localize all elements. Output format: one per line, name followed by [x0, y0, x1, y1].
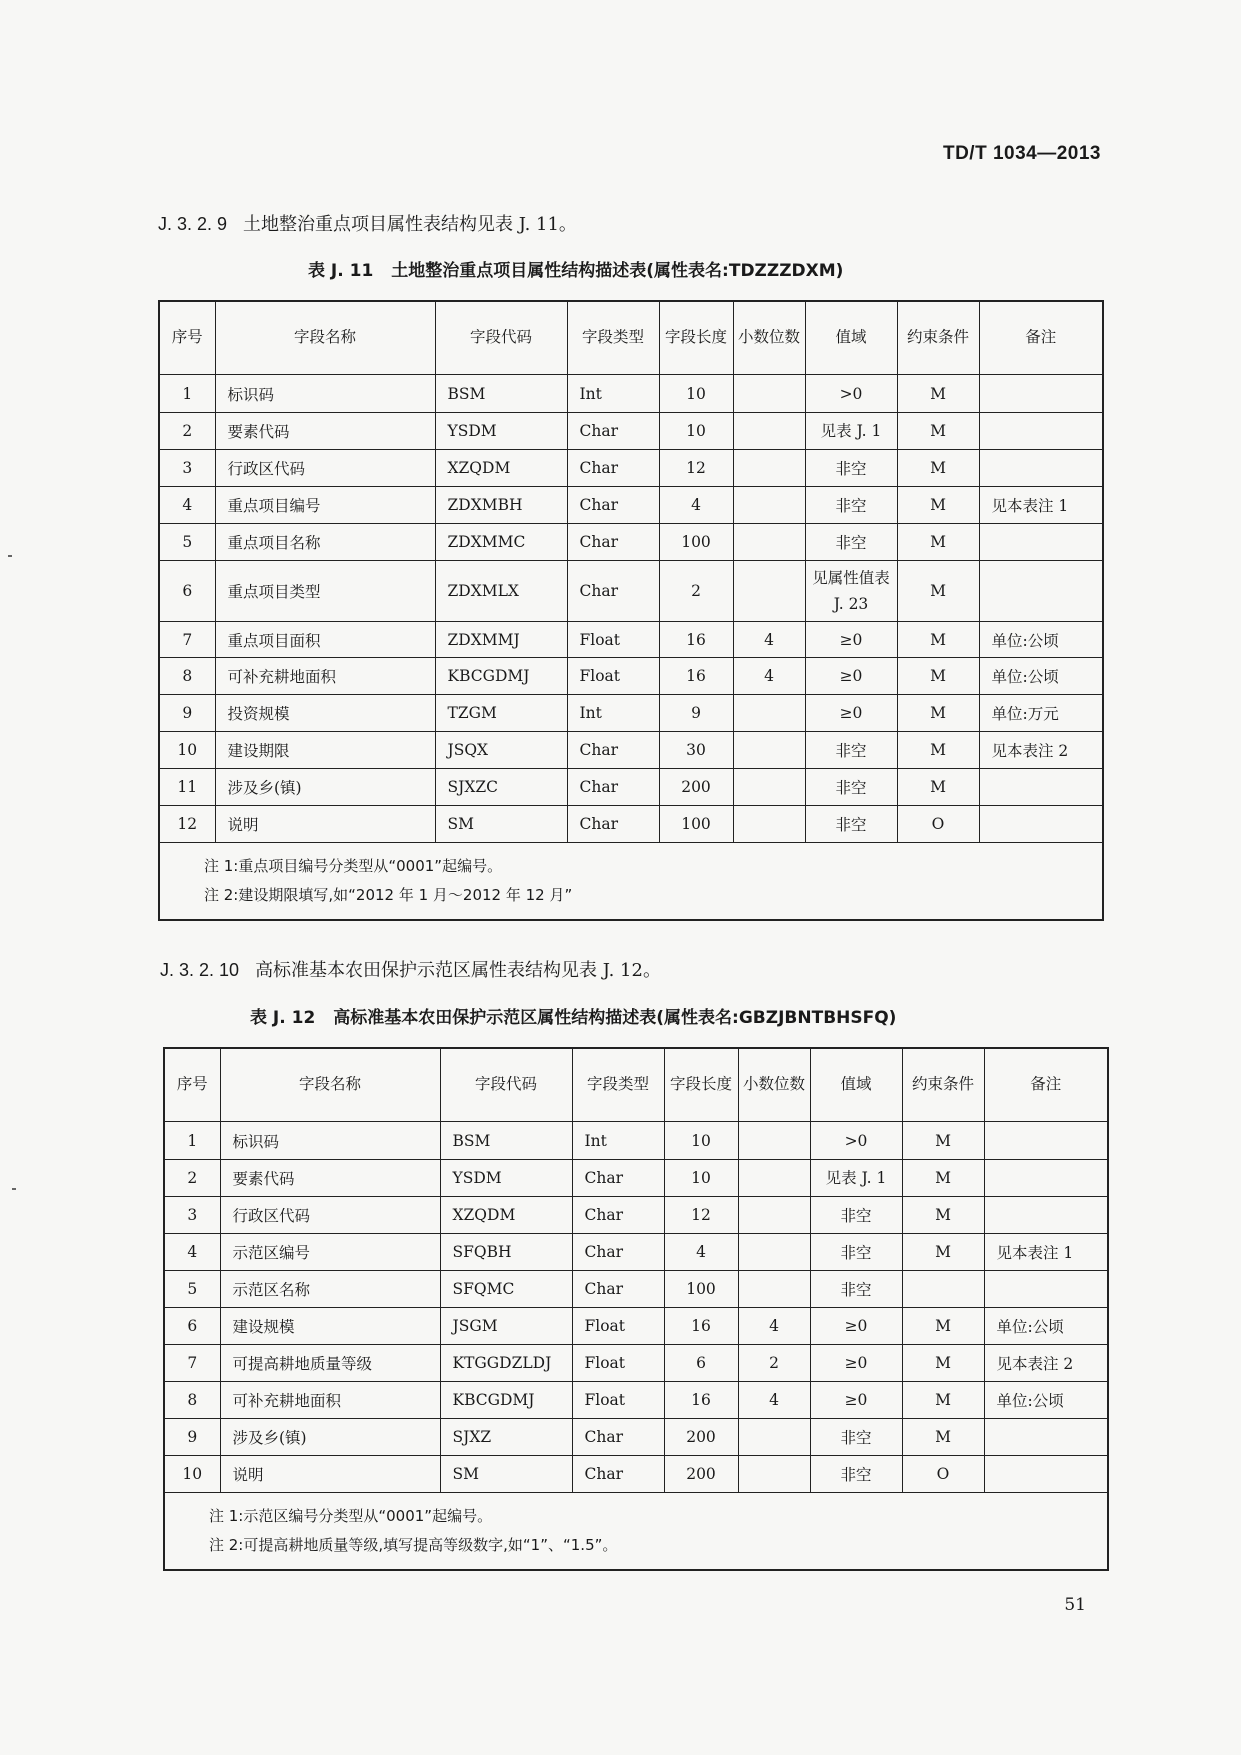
table-cell	[984, 1122, 1108, 1160]
standard-code: TD/T 1034—2013	[942, 143, 1101, 164]
table-cell: Char	[567, 524, 659, 561]
table-cell: Char	[567, 769, 659, 806]
table-cell: Int	[572, 1122, 664, 1160]
table-cell: M	[897, 658, 979, 695]
table-cell: 7	[159, 622, 215, 658]
table-cell: 非空	[805, 732, 897, 769]
table-cell: ZDXMLX	[435, 561, 567, 622]
table-cell: Char	[572, 1419, 664, 1456]
table-row	[159, 524, 1103, 561]
table-cell: 重点项目面积	[215, 622, 435, 658]
table-cell: 8	[159, 658, 215, 695]
column-header: 小数位数	[733, 301, 805, 375]
table-cell: 200	[664, 1419, 738, 1456]
table-cell: 非空	[810, 1234, 902, 1271]
clause-text: 土地整治重点项目属性表结构见表 J. 11。	[243, 214, 577, 235]
table-cell: 见本表注 2	[984, 1345, 1108, 1382]
table-notes	[164, 1493, 1108, 1570]
table-notes-row	[159, 843, 1103, 920]
table-cell: 非空	[805, 769, 897, 806]
table-note: 注 1:示范区编号分类型从“0001”起编号。	[209, 1507, 493, 1526]
table-cell: 涉及乡(镇)	[215, 769, 435, 806]
table-cell: 4	[159, 487, 215, 524]
table-cell: 行政区代码	[220, 1197, 440, 1234]
table-cell: KBCGDMJ	[440, 1382, 572, 1419]
table-cell: Char	[572, 1160, 664, 1197]
table-cell: Char	[567, 732, 659, 769]
table-cell: ≥0	[805, 622, 897, 658]
table-cell: JSGM	[440, 1308, 572, 1345]
table-cell: 单位:万元	[979, 695, 1103, 732]
table-cell	[902, 1271, 984, 1308]
clause-j3-2-10	[160, 956, 661, 982]
table-cell	[738, 1456, 810, 1493]
table-row	[164, 1197, 1108, 1234]
table-cell: 4	[164, 1234, 220, 1271]
table-cell: XZQDM	[435, 450, 567, 487]
table-cell: 单位:公顷	[984, 1382, 1108, 1419]
table-row	[159, 622, 1103, 658]
table-cell: Char	[567, 413, 659, 450]
table-cell: M	[902, 1234, 984, 1271]
table-cell: Char	[567, 561, 659, 622]
table-cell	[984, 1271, 1108, 1308]
table-cell: SM	[435, 806, 567, 843]
table-header-row	[164, 1048, 1108, 1122]
table-cell	[979, 769, 1103, 806]
table-cell: M	[897, 695, 979, 732]
table-cell: M	[902, 1382, 984, 1419]
table-cell: 10	[659, 413, 733, 450]
column-header: 字段类型	[572, 1048, 664, 1122]
table-cell	[738, 1419, 810, 1456]
table-cell: 1	[159, 375, 215, 413]
table-cell: M	[897, 487, 979, 524]
table-cell: KTGGDZLDJ	[440, 1345, 572, 1382]
table-cell	[984, 1197, 1108, 1234]
table-row	[159, 413, 1103, 450]
table-cell: KBCGDMJ	[435, 658, 567, 695]
table-row	[159, 806, 1103, 843]
table-cell: M	[897, 769, 979, 806]
table-row	[164, 1308, 1108, 1345]
table-cell: 100	[664, 1271, 738, 1308]
table-cell: SM	[440, 1456, 572, 1493]
clause-j3-2-9	[158, 210, 577, 236]
table-cell	[979, 806, 1103, 843]
table-cell: ≥0	[805, 695, 897, 732]
table-note: 注 2:建设期限填写,如“2012 年 1 月～2012 年 12 月”	[204, 885, 573, 904]
table-cell: Float	[567, 658, 659, 695]
table-cell: M	[897, 413, 979, 450]
column-header: 备注	[984, 1048, 1108, 1122]
table-cell: 非空	[810, 1419, 902, 1456]
table-row	[164, 1382, 1108, 1419]
table-cell: 9	[159, 695, 215, 732]
column-header: 字段名称	[220, 1048, 440, 1122]
column-header: 序号	[164, 1048, 220, 1122]
table-cell: BSM	[440, 1122, 572, 1160]
table-cell: XZQDM	[440, 1197, 572, 1234]
table-cell: 8	[164, 1382, 220, 1419]
table-cell: 12	[659, 450, 733, 487]
table-cell: M	[897, 622, 979, 658]
table-cell: 1	[164, 1122, 220, 1160]
table-cell: 10	[664, 1122, 738, 1160]
table-row	[159, 450, 1103, 487]
table-cell: Int	[567, 695, 659, 732]
table-row	[159, 658, 1103, 695]
table-cell	[738, 1271, 810, 1308]
table-cell: 见属性值表 J. 23	[805, 561, 897, 622]
table-cell: 10	[659, 375, 733, 413]
clause-number: J. 3. 2. 10	[160, 960, 240, 980]
table-cell: JSQX	[435, 732, 567, 769]
table-cell: 重点项目名称	[215, 524, 435, 561]
table-cell: 16	[664, 1382, 738, 1419]
table-title: 土地整治重点项目属性结构描述表(属性表名:TDZZZDXM)	[391, 261, 844, 281]
table-cell	[733, 695, 805, 732]
table-cell	[979, 450, 1103, 487]
table-row	[164, 1122, 1108, 1160]
table-row	[164, 1345, 1108, 1382]
table-cell: 非空	[810, 1456, 902, 1493]
table-cell: 10	[664, 1160, 738, 1197]
table-cell: 示范区名称	[220, 1271, 440, 1308]
table-note: 注 2:可提高耕地质量等级,填写提高等级数字,如“1”、“1.5”。	[209, 1535, 618, 1554]
table-row	[159, 732, 1103, 769]
table-number: 表 J. 12	[250, 1008, 316, 1028]
column-header: 序号	[159, 301, 215, 375]
table-cell: 3	[164, 1197, 220, 1234]
table-cell: 9	[659, 695, 733, 732]
table-cell: 5	[164, 1271, 220, 1308]
table-cell: Char	[567, 487, 659, 524]
column-header: 字段代码	[440, 1048, 572, 1122]
page-number: 51	[1064, 1595, 1086, 1615]
table-cell: 说明	[220, 1456, 440, 1493]
table-cell: M	[902, 1197, 984, 1234]
table-cell: 行政区代码	[215, 450, 435, 487]
table-cell	[733, 561, 805, 622]
column-header: 值域	[805, 301, 897, 375]
table-note: 注 1:重点项目编号分类型从“0001”起编号。	[204, 857, 503, 876]
table-cell: 3	[159, 450, 215, 487]
table-cell: M	[897, 375, 979, 413]
table-cell: 见表 J. 1	[805, 413, 897, 450]
table-cell: 非空	[805, 806, 897, 843]
field-spec-table-j12	[163, 1047, 1109, 1571]
table-cell	[979, 375, 1103, 413]
table-cell: M	[897, 450, 979, 487]
table-cell: 非空	[810, 1271, 902, 1308]
table-cell: O	[902, 1456, 984, 1493]
table-caption-j12	[250, 1003, 896, 1028]
table-cell: 要素代码	[215, 413, 435, 450]
column-header: 字段长度	[659, 301, 733, 375]
table-number: 表 J. 11	[308, 261, 374, 281]
table-cell: 涉及乡(镇)	[220, 1419, 440, 1456]
table-cell: 16	[664, 1308, 738, 1345]
table-row	[164, 1271, 1108, 1308]
table-cell: 见本表注 1	[979, 487, 1103, 524]
table-cell: M	[902, 1122, 984, 1160]
table-cell: 2	[164, 1160, 220, 1197]
table-cell: 见本表注 2	[979, 732, 1103, 769]
table-cell	[738, 1234, 810, 1271]
table-cell: M	[902, 1160, 984, 1197]
table-cell: 7	[164, 1345, 220, 1382]
table-cell: Float	[572, 1345, 664, 1382]
clause-number: J. 3. 2. 9	[158, 214, 228, 234]
column-header: 字段名称	[215, 301, 435, 375]
table-cell: 非空	[810, 1197, 902, 1234]
clause-text: 高标准基本农田保护示范区属性表结构见表 J. 12。	[255, 960, 661, 981]
table-cell: 单位:公顷	[979, 622, 1103, 658]
table-cell: M	[897, 732, 979, 769]
table-cell	[738, 1122, 810, 1160]
table-cell	[733, 487, 805, 524]
table-cell: SJXZC	[435, 769, 567, 806]
table-cell: ZDXMMC	[435, 524, 567, 561]
table-cell: 4	[738, 1382, 810, 1419]
column-header: 约束条件	[902, 1048, 984, 1122]
table-caption-j11	[308, 256, 843, 281]
table-cell: 可提高耕地质量等级	[220, 1345, 440, 1382]
table-row	[164, 1419, 1108, 1456]
table-cell: Char	[572, 1456, 664, 1493]
table-cell: 100	[659, 524, 733, 561]
column-header: 值域	[810, 1048, 902, 1122]
table-cell: 6	[164, 1308, 220, 1345]
table-cell: 标识码	[220, 1122, 440, 1160]
table-cell: 建设期限	[215, 732, 435, 769]
table-cell	[984, 1456, 1108, 1493]
table-cell	[733, 806, 805, 843]
table-cell: Float	[572, 1308, 664, 1345]
table-cell: 重点项目编号	[215, 487, 435, 524]
table-row	[159, 695, 1103, 732]
table-cell: >0	[805, 375, 897, 413]
table-notes-row	[164, 1493, 1108, 1570]
scan-mark	[8, 555, 12, 557]
column-header: 字段类型	[567, 301, 659, 375]
table-cell: BSM	[435, 375, 567, 413]
table-cell: TZGM	[435, 695, 567, 732]
table-cell: M	[902, 1419, 984, 1456]
field-spec-table-j11	[158, 300, 1104, 921]
table-cell: ZDXMMJ	[435, 622, 567, 658]
table-row	[164, 1456, 1108, 1493]
table-row	[164, 1160, 1108, 1197]
table-row	[164, 1234, 1108, 1271]
table-cell	[733, 524, 805, 561]
table-cell: 16	[659, 622, 733, 658]
table-row	[159, 561, 1103, 622]
table-cell: 见表 J. 1	[810, 1160, 902, 1197]
table-cell: Char	[572, 1197, 664, 1234]
table-cell: Int	[567, 375, 659, 413]
table-title: 高标准基本农田保护示范区属性结构描述表(属性表名:GBZJBNTBHSFQ)	[333, 1008, 897, 1028]
table-cell: 4	[733, 658, 805, 695]
column-header: 备注	[979, 301, 1103, 375]
table-cell: 10	[159, 732, 215, 769]
table-cell: 单位:公顷	[979, 658, 1103, 695]
scan-mark	[12, 1188, 16, 1190]
table-cell: 非空	[805, 487, 897, 524]
table-cell: M	[897, 561, 979, 622]
table-cell: M	[902, 1345, 984, 1382]
table-cell	[984, 1419, 1108, 1456]
table-cell: M	[897, 524, 979, 561]
table-cell: M	[902, 1308, 984, 1345]
table-cell: 可补充耕地面积	[215, 658, 435, 695]
table-cell: 单位:公顷	[984, 1308, 1108, 1345]
table-row	[159, 375, 1103, 413]
column-header: 小数位数	[738, 1048, 810, 1122]
table-cell: ≥0	[810, 1382, 902, 1419]
table-cell	[733, 413, 805, 450]
table-cell: 9	[164, 1419, 220, 1456]
table-cell	[979, 524, 1103, 561]
table-cell	[733, 450, 805, 487]
table-cell	[733, 769, 805, 806]
table-cell: 30	[659, 732, 733, 769]
table-cell	[979, 561, 1103, 622]
table-cell: Char	[567, 450, 659, 487]
table-cell: 2	[738, 1345, 810, 1382]
table-row	[159, 769, 1103, 806]
column-header: 字段代码	[435, 301, 567, 375]
table-cell: Float	[572, 1382, 664, 1419]
table-cell	[733, 375, 805, 413]
table-cell	[979, 413, 1103, 450]
table-row	[159, 487, 1103, 524]
table-cell: 200	[664, 1456, 738, 1493]
table-cell: 2	[159, 413, 215, 450]
table-cell: 非空	[805, 524, 897, 561]
table-cell: 4	[738, 1308, 810, 1345]
table-cell: 示范区编号	[220, 1234, 440, 1271]
table-cell: Char	[567, 806, 659, 843]
table-cell	[733, 732, 805, 769]
table-cell: Float	[567, 622, 659, 658]
table-header-row	[159, 301, 1103, 375]
table-cell: 可补充耕地面积	[220, 1382, 440, 1419]
table-cell: 5	[159, 524, 215, 561]
table-cell: ≥0	[810, 1345, 902, 1382]
table-cell: SFQMC	[440, 1271, 572, 1308]
table-cell: 6	[159, 561, 215, 622]
table-cell: 4	[659, 487, 733, 524]
table-cell: 要素代码	[220, 1160, 440, 1197]
table-cell: 12	[159, 806, 215, 843]
table-cell: ≥0	[805, 658, 897, 695]
table-cell: 12	[664, 1197, 738, 1234]
table-cell: SFQBH	[440, 1234, 572, 1271]
column-header: 约束条件	[897, 301, 979, 375]
table-cell: 10	[164, 1456, 220, 1493]
table-cell: 2	[659, 561, 733, 622]
column-header: 字段长度	[664, 1048, 738, 1122]
table-cell: 重点项目类型	[215, 561, 435, 622]
table-cell: 4	[664, 1234, 738, 1271]
table-cell: 11	[159, 769, 215, 806]
table-cell: 建设规模	[220, 1308, 440, 1345]
table-cell: 4	[733, 622, 805, 658]
table-cell: 标识码	[215, 375, 435, 413]
table-cell: 100	[659, 806, 733, 843]
table-notes	[159, 843, 1103, 920]
table-cell	[738, 1197, 810, 1234]
table-cell: 非空	[805, 450, 897, 487]
table-cell: Char	[572, 1271, 664, 1308]
table-cell: ≥0	[810, 1308, 902, 1345]
table-cell: Char	[572, 1234, 664, 1271]
table-cell: ZDXMBH	[435, 487, 567, 524]
table-cell: SJXZ	[440, 1419, 572, 1456]
table-cell: 投资规模	[215, 695, 435, 732]
table-cell	[738, 1160, 810, 1197]
table-cell: YSDM	[435, 413, 567, 450]
table-cell	[984, 1160, 1108, 1197]
table-cell: 说明	[215, 806, 435, 843]
table-cell: YSDM	[440, 1160, 572, 1197]
table-cell: 6	[664, 1345, 738, 1382]
table-cell: >0	[810, 1122, 902, 1160]
table-cell: O	[897, 806, 979, 843]
table-cell: 16	[659, 658, 733, 695]
table-cell: 见本表注 1	[984, 1234, 1108, 1271]
table-cell: 200	[659, 769, 733, 806]
